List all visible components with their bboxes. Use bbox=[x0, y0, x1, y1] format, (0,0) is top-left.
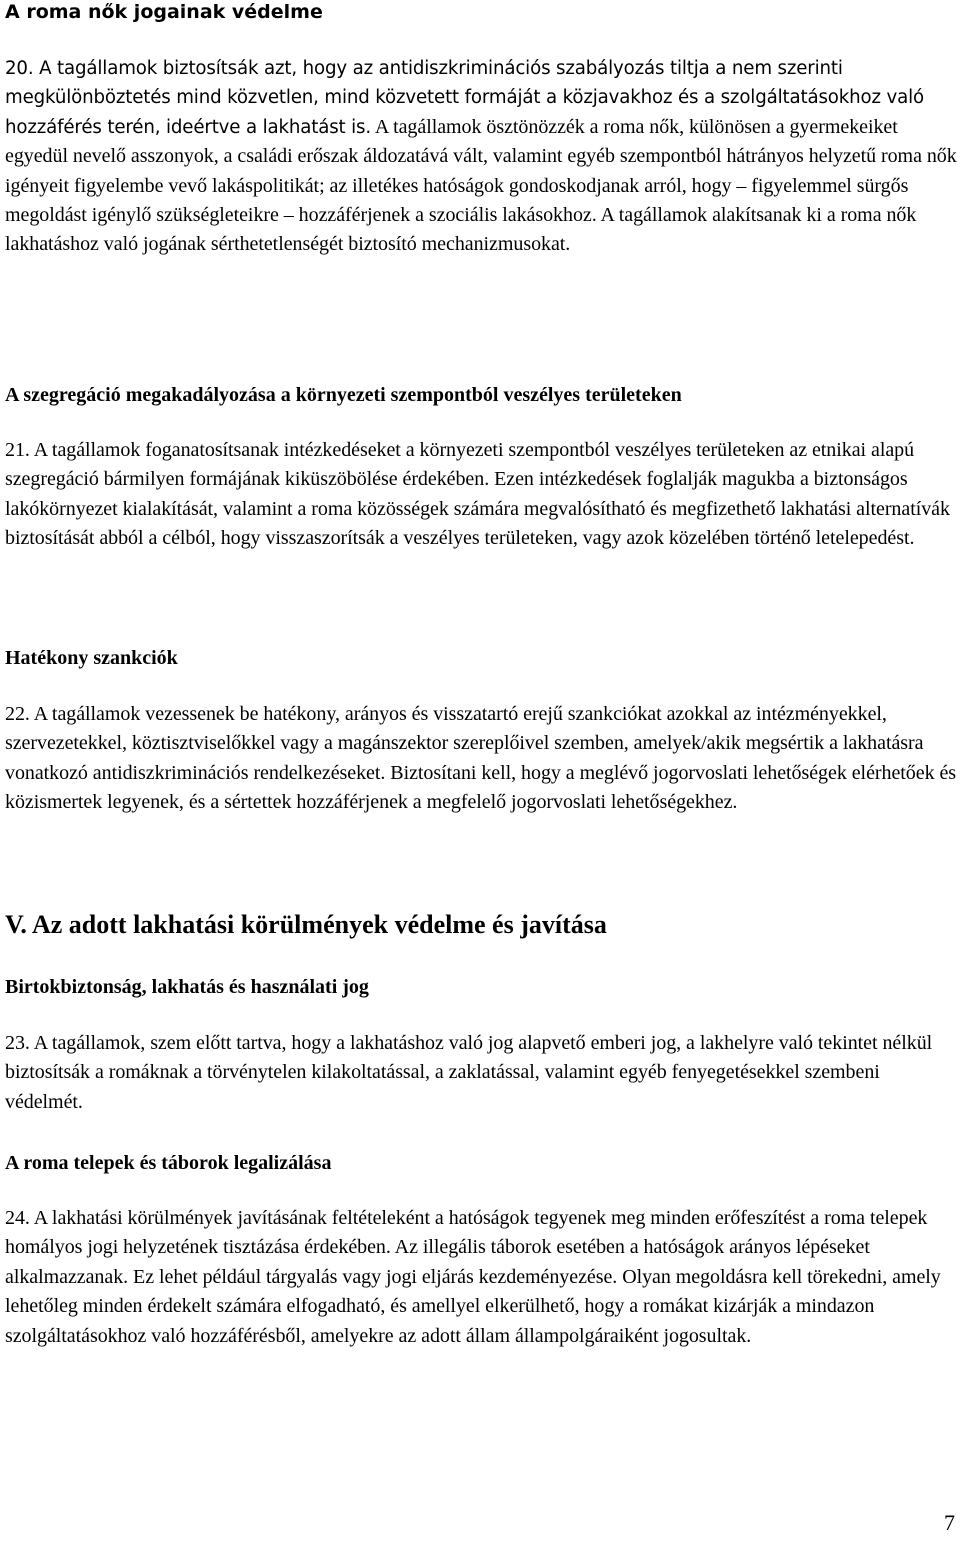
paragraph-20-sans-text: 20. A tagállamok biztosítsák azt, hogy az antidiszkriminációs szabályozás tiltja a nem szerinti megkülönböztetés mind közvetlen, mind közvetett formáját a közjavakhoz és a szolgáltatásokhoz való hozzáférés terén, ideértve a lakhatást is. bbox=[5, 58, 925, 138]
paragraph-23: 23. A tagállamok, szem előtt tartva, hogy a lakhatáshoz való jog alapvető emberi jog, a lakhelyre való tekintet nélkül biztosítsák a romáknak a törvénytelen kilakoltatással, a zaklatással, valamint egyéb fenyegetésekkel szembeni védelmét. bbox=[5, 1032, 933, 1113]
paragraph-20-serif-text: A tagállamok ösztönözzék a roma nők, különösen a gyermekeiket egyedül nevelő asszonyok, a családi erőszak áldozatává vált, valamint egyéb szempontból hátrányos helyzetű roma nők igényeit figyelembe vevő lakáspolitikát; az illetékes hatóságok gondoskodjanak arról, hogy – figyelemmel sürgős megoldást igénylő szükségleteikre – hozzáférjenek a szociális lakásokhoz. A tagállamok alakítsanak ki a roma nők lakhatáshoz való jogának sérthetetlenségét biztosító mechanizmusokat. bbox=[5, 115, 957, 256]
chapter-v-heading: V. Az adott lakhatási körülmények védelme és javítása bbox=[5, 910, 607, 939]
heading-settlement-legalization: A roma telepek és táborok legalizálása bbox=[5, 1152, 332, 1174]
heading-roma-womens-rights: A roma nők jogainak védelme bbox=[5, 1, 323, 23]
heading-segregation-prevention: A szegregáció megakadályozása a környezeti szempontból veszélyes területeken bbox=[5, 384, 682, 406]
heading-tenure-security: Birtokbiztonság, lakhatás és használati jog bbox=[5, 976, 369, 998]
paragraph-20 bbox=[5, 54, 960, 260]
paragraph-22: 22. A tagállamok vezessenek be hatékony, arányos és visszatartó erejű szankciókat azokkal az intézményekkel, szervezetekkel, köztisztviselőkkel vagy a magánszektor szereplőivel szemben, amelyek/akik megsértik a lakhatásra vonatkozó antidiszkriminációs rendelkezéseket. Biztosítani kell, hogy a meglévő jogorvoslati lehetőségek elérhetőek és közismertek legyenek, és a sértettek hozzáférjenek a megfelelő jogorvoslati lehetőségekhez. bbox=[5, 703, 957, 814]
page-number: 7 bbox=[944, 1510, 955, 1535]
paragraph-21: 21. A tagállamok foganatosítsanak intézkedéseket a környezeti szempontból veszélyes területeken az etnikai alapú szegregáció bármilyen formájának kiküszöbölése érdekében. Ezen intézkedések foglalják magukba a biztonságos lakókörnyezet kialakítását, valamint a roma közösségek számára megvalósítható és megfizethető lakhatási alternatívák biztosítását abból a célból, hogy visszaszorítsák a veszélyes területeken, vagy azok közelében történő letelepedést. bbox=[5, 439, 950, 550]
paragraph-24: 24. A lakhatási körülmények javításának feltételeként a hatóságok tegyenek meg minden erőfeszítést a roma telepek homályos jogi helyzetének tisztázása érdekében. Az illegális táborok esetében a hatóságok arányos lépéseket alkalmazzanak. Ez lehet például tárgyalás vagy jogi eljárás kezdeményezése. Olyan megoldásra kell törekedni, amely lehetőleg minden érdekelt számára elfogadható, és amellyel elkerülhető, hogy a romákat kizárják a mindazon szolgáltatásokhoz való hozzáférésből, amelyekre az adott állam állampolgáraiként jogosultak. bbox=[5, 1207, 941, 1347]
heading-effective-sanctions: Hatékony szankciók bbox=[5, 647, 178, 669]
